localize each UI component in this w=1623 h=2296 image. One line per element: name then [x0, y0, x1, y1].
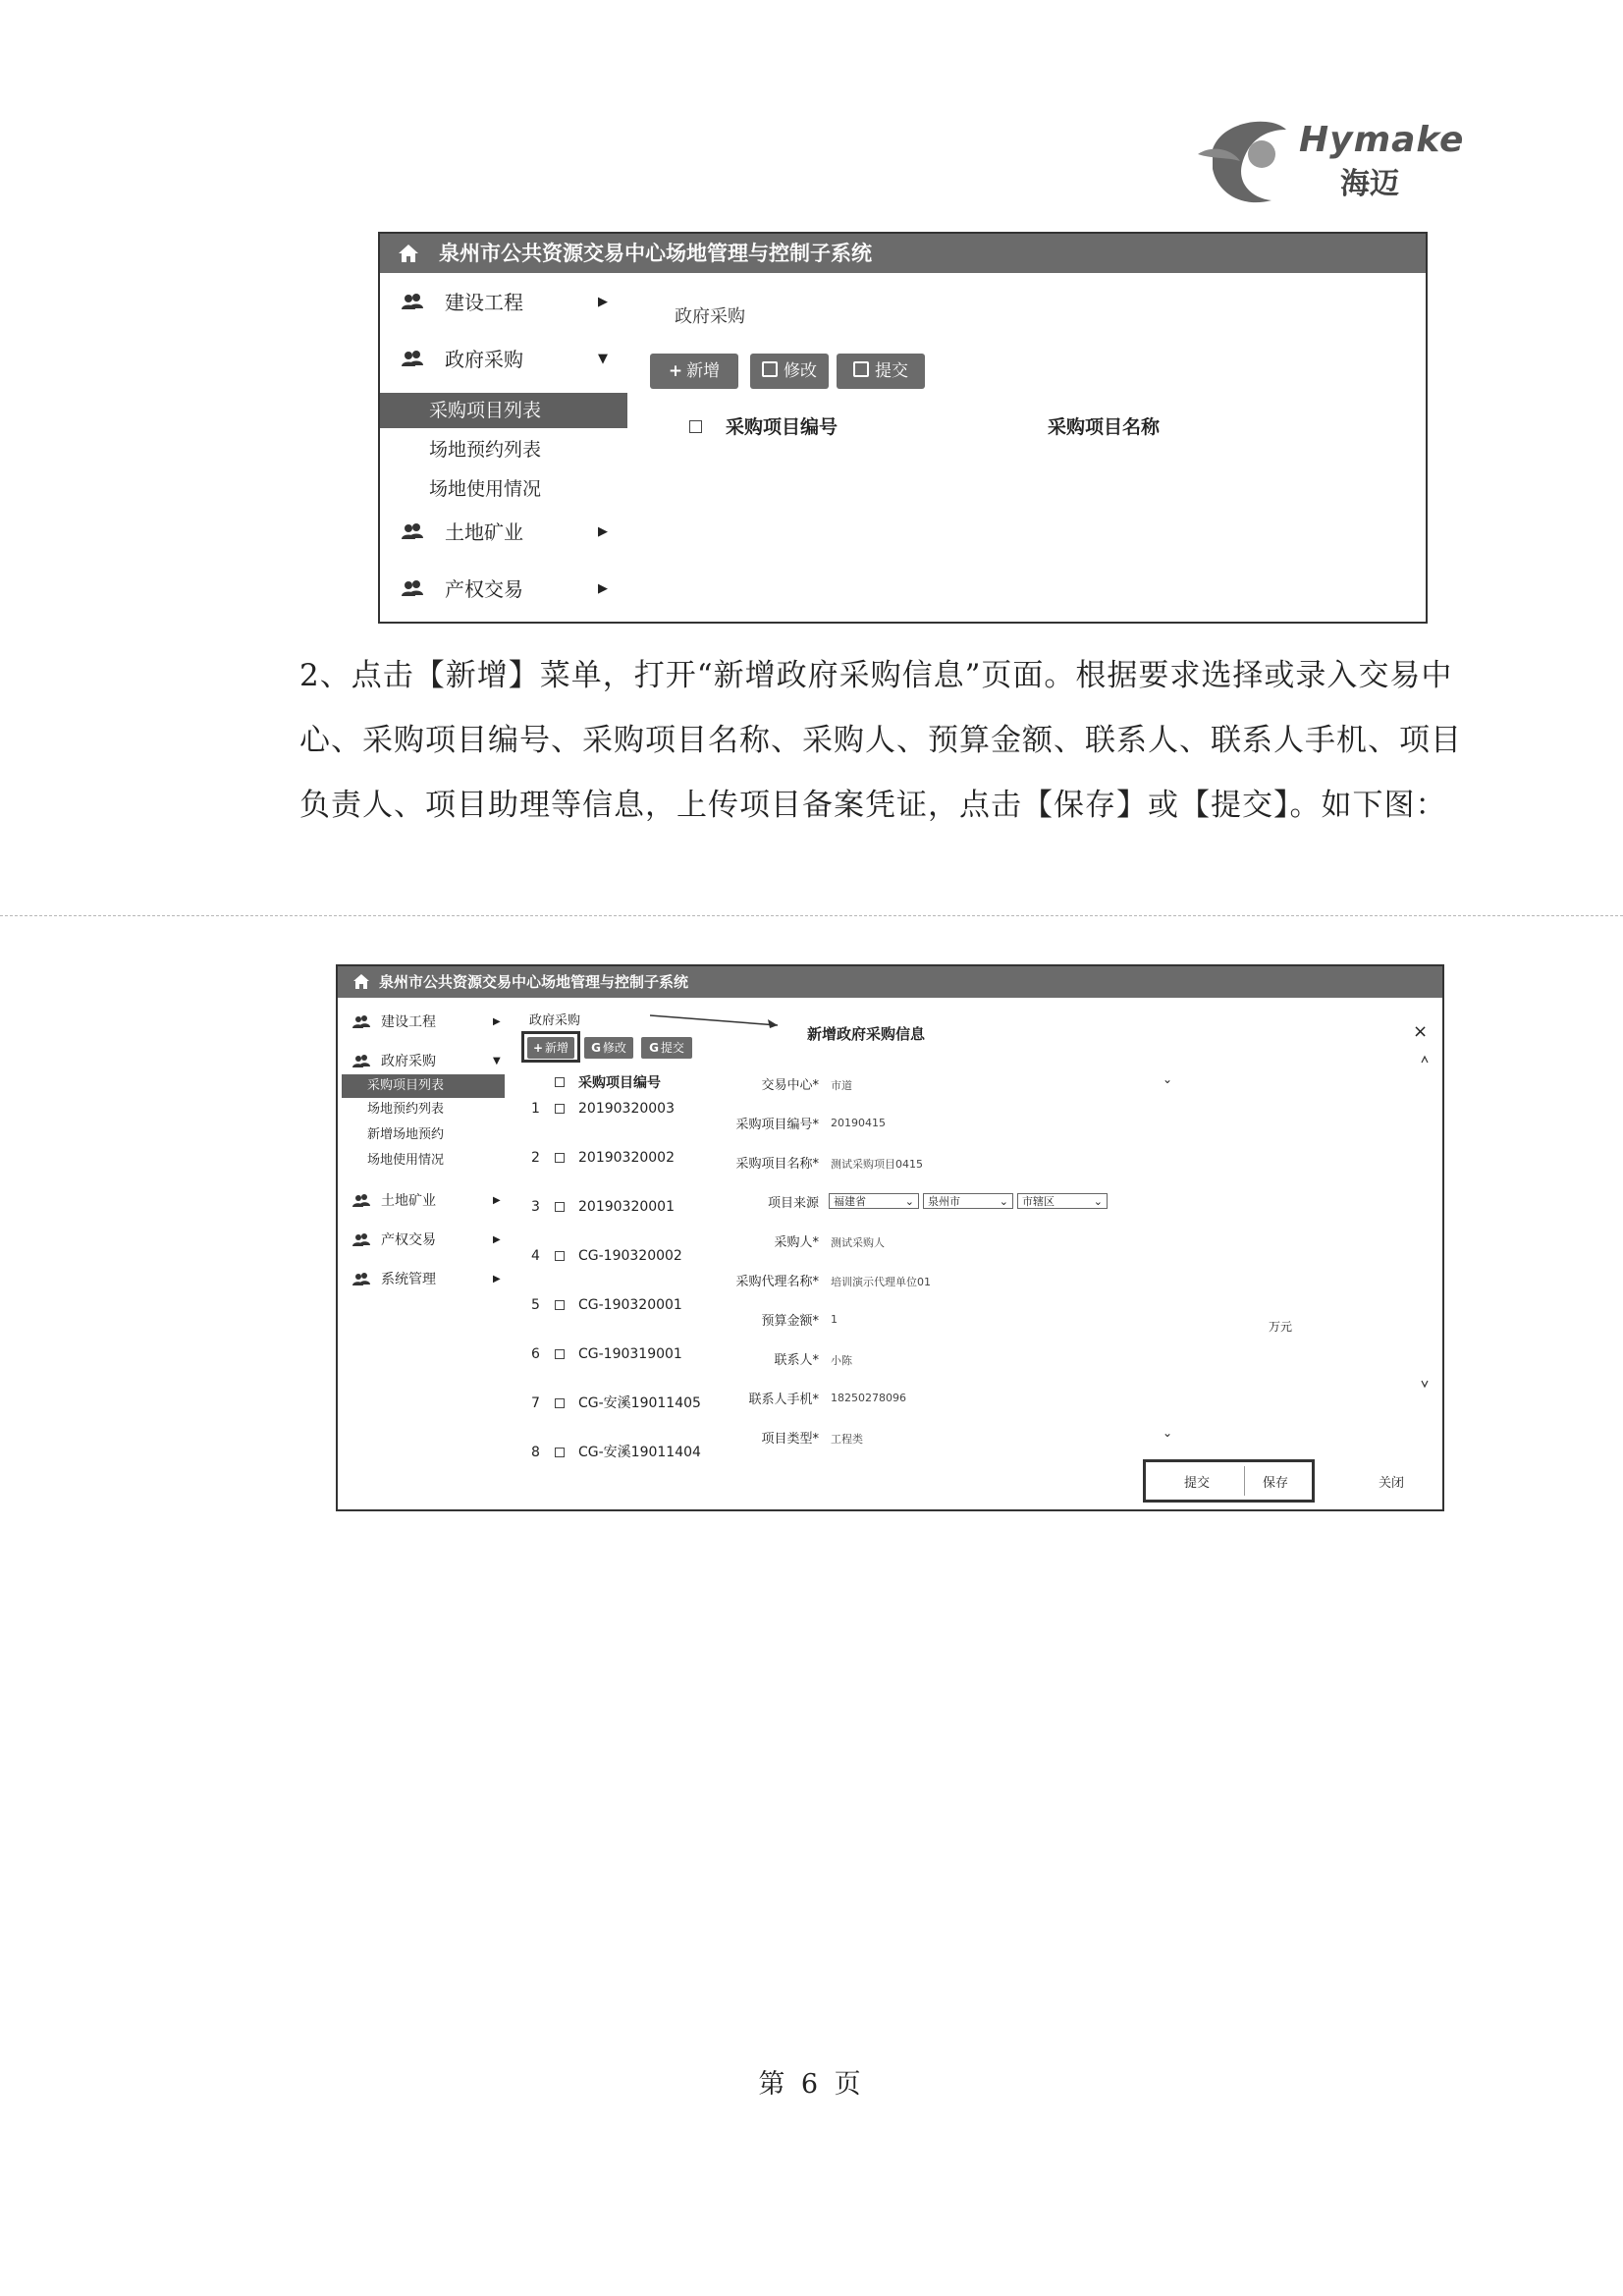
city-value: 泉州市 [928, 1195, 960, 1208]
row-number: 1 [531, 1101, 540, 1117]
city-select[interactable] [923, 1193, 1013, 1209]
screenshot-procurement-list [378, 232, 1428, 624]
modal-submit-button[interactable]: 提交 [1184, 1476, 1211, 1491]
chevron-down-icon: ▼ [493, 1056, 501, 1066]
chevron-down-icon: ⌄ [904, 1195, 914, 1208]
row-number: 3 [531, 1199, 540, 1215]
project-code-input[interactable]: 20190415 [831, 1117, 886, 1129]
row-code: CG-190320001 [578, 1297, 682, 1313]
app-titlebar [338, 966, 1442, 998]
label-project-type: 项目类型* [761, 1432, 819, 1447]
page-number: 第 6 页 [758, 2069, 865, 2100]
district-select[interactable] [1017, 1193, 1108, 1209]
column-header: 采购项目编号 [578, 1075, 661, 1091]
district-value: 市辖区 [1022, 1195, 1055, 1208]
row-checkbox[interactable] [555, 1202, 565, 1212]
sidebar-subitem-project-list[interactable] [380, 393, 627, 428]
trading-center-select[interactable]: 市道 [831, 1079, 852, 1092]
row-number: 4 [531, 1248, 540, 1264]
plus-icon: + [668, 361, 683, 381]
sidebar-item-construction[interactable] [380, 283, 635, 322]
chevron-down-icon: ▼ [598, 352, 608, 366]
label-contact: 联系人* [774, 1353, 819, 1368]
label-agency: 采购代理名称* [735, 1275, 819, 1289]
submit-button[interactable] [641, 1037, 692, 1059]
page-divider [0, 915, 1623, 916]
add-button-label: 新增 [686, 361, 721, 381]
sidebar-subitem-label: 场地预约列表 [429, 439, 542, 461]
chevron-right-icon: ▶ [493, 1234, 501, 1245]
submit-button[interactable] [837, 354, 925, 389]
sidebar-item-land-mining[interactable] [380, 513, 635, 552]
label-budget: 预算金额* [761, 1314, 819, 1329]
agency-input[interactable]: 培训演示代理单位01 [831, 1276, 931, 1288]
sidebar-subitem-venue-usage[interactable] [338, 1149, 510, 1173]
row-code: CG-安溪19011405 [578, 1395, 701, 1411]
app-title: 泉州市公共资源交易中心场地管理与控制子系统 [379, 973, 689, 991]
instruction-paragraph: 2、点击【新增】菜单，打开“新增政府采购信息”页面。根据要求选择或录入交易中心、采购项目编号、采购项目名称、采购人、预算金额、联系人、联系人手机、项目负责人、项目助理等信息，上传项目备案凭证，点击【保存】或【提交】。如下图： [299, 658, 1462, 823]
sidebar-item-label: 建设工程 [381, 1014, 436, 1030]
row-code: CG-190319001 [578, 1346, 682, 1362]
leaf-logo-icon [1193, 110, 1301, 208]
sidebar-subitem-label: 新增场地预约 [367, 1127, 445, 1142]
sidebar-subitem-label: 场地使用情况 [367, 1153, 445, 1168]
budget-unit: 万元 [1269, 1320, 1293, 1334]
province-select[interactable] [829, 1193, 919, 1209]
purchaser-input[interactable]: 测试采购人 [831, 1236, 885, 1249]
sidebar-subitem-label: 场地预约列表 [367, 1102, 445, 1117]
row-checkbox[interactable] [555, 1104, 565, 1114]
sidebar-item-label: 土地矿业 [445, 520, 523, 544]
logo-text-zh: 海迈 [1340, 167, 1399, 201]
chevron-right-icon: ▶ [493, 1195, 501, 1206]
row-number: 7 [531, 1395, 540, 1411]
users-icon [400, 570, 425, 609]
users-icon [352, 1228, 371, 1253]
pointer-arrow [650, 1011, 787, 1031]
sidebar-item-property-trading[interactable] [380, 570, 635, 609]
modal-title: 新增政府采购信息 [807, 1025, 926, 1043]
label-trading-center: 交易中心* [761, 1078, 819, 1093]
select-all-checkbox[interactable] [689, 420, 702, 433]
users-icon [352, 1010, 371, 1035]
users-icon [400, 283, 425, 322]
label-project-source: 项目来源 [767, 1196, 819, 1211]
hymake-logo [1193, 110, 1465, 208]
chevron-down-icon[interactable]: ⌄ [1163, 1426, 1173, 1440]
breadcrumb: 政府采购 [675, 306, 745, 327]
sidebar-item-property-trading[interactable] [338, 1228, 510, 1253]
chevron-down-icon: ⌄ [1093, 1195, 1103, 1208]
row-number: 2 [531, 1150, 540, 1166]
row-code: CG-安溪19011404 [578, 1445, 701, 1460]
sidebar-item-label: 政府采购 [445, 348, 523, 371]
home-icon[interactable] [396, 234, 421, 273]
sidebar-item-label: 政府采购 [381, 1054, 436, 1069]
edit-icon [853, 361, 869, 377]
row-code: 20190320003 [578, 1101, 675, 1117]
sidebar-item-label: 系统管理 [381, 1272, 436, 1287]
row-checkbox[interactable] [555, 1300, 565, 1310]
sidebar-subitem-label: 采购项目列表 [429, 400, 542, 421]
app-titlebar [380, 234, 1426, 273]
label-phone: 联系人手机* [748, 1393, 819, 1407]
province-value: 福建省 [834, 1195, 866, 1208]
table-header-project-name: 采购项目名称 [1048, 416, 1161, 438]
submit-button-label: 提交 [875, 361, 908, 381]
users-icon [352, 1049, 371, 1074]
row-checkbox[interactable] [555, 1398, 565, 1408]
project-type-select[interactable]: 工程类 [831, 1433, 863, 1446]
add-button[interactable] [527, 1037, 574, 1059]
chevron-down-icon: ⌄ [999, 1195, 1008, 1208]
screenshot-new-procurement [336, 964, 1444, 1511]
sidebar-subitem-venue-booking-list[interactable] [380, 432, 627, 467]
column-header: 采购项目编号 [726, 416, 839, 438]
close-icon[interactable]: × [1413, 1021, 1429, 1042]
sidebar-item-label: 产权交易 [445, 577, 523, 601]
row-checkbox[interactable] [555, 1251, 565, 1261]
row-checkbox[interactable] [555, 1448, 565, 1457]
home-icon[interactable] [352, 966, 371, 998]
sidebar-item-gov-procurement[interactable] [338, 1049, 510, 1074]
row-number: 8 [531, 1445, 540, 1460]
label-project-code: 采购项目编号* [735, 1118, 819, 1132]
table-header-project-code [689, 412, 838, 439]
edit-button[interactable] [750, 354, 829, 389]
contact-input[interactable]: 小陈 [831, 1354, 852, 1367]
chevron-right-icon: ▶ [598, 295, 608, 309]
row-checkbox[interactable] [555, 1349, 565, 1359]
users-icon [352, 1188, 371, 1214]
sidebar-item-label: 产权交易 [381, 1232, 436, 1248]
users-icon [352, 1267, 371, 1292]
add-button-label: 新增 [545, 1041, 569, 1055]
row-number: 6 [531, 1346, 540, 1362]
sidebar-item-label: 建设工程 [445, 291, 523, 314]
row-code: CG-190320002 [578, 1248, 682, 1264]
highlight-box-actions [1143, 1459, 1315, 1503]
modal-close-button[interactable]: 关闭 [1379, 1476, 1405, 1491]
edit-button-label: 修改 [784, 361, 817, 381]
sidebar [380, 273, 635, 622]
sidebar-item-gov-procurement[interactable] [380, 340, 635, 379]
row-number: 5 [531, 1297, 540, 1313]
add-button[interactable] [650, 354, 738, 389]
edit-icon: G [591, 1041, 601, 1055]
users-icon [400, 340, 425, 379]
main-content [635, 273, 1424, 622]
chevron-down-icon[interactable]: ⌄ [1163, 1072, 1173, 1086]
sidebar-subitem-new-venue-booking[interactable] [338, 1123, 510, 1147]
row-code: 20190320002 [578, 1150, 675, 1166]
sidebar-item-system-management[interactable] [338, 1267, 510, 1292]
edit-button-label: 修改 [602, 1041, 626, 1055]
scrollbar[interactable] [1421, 1055, 1429, 1389]
select-all-checkbox[interactable] [555, 1077, 565, 1087]
edit-button[interactable] [584, 1037, 633, 1059]
modal-save-button[interactable]: 保存 [1263, 1476, 1289, 1491]
breadcrumb: 政府采购 [529, 1013, 581, 1028]
app-title: 泉州市公共资源交易中心场地管理与控制子系统 [439, 242, 872, 265]
label-project-name: 采购项目名称* [735, 1157, 819, 1172]
sidebar-subitem-venue-usage[interactable] [380, 471, 627, 507]
chevron-right-icon: ▶ [598, 581, 608, 596]
chevron-right-icon: ▶ [493, 1274, 501, 1285]
sidebar-item-construction[interactable] [338, 1010, 510, 1035]
sidebar-subitem-project-list[interactable] [338, 1074, 510, 1098]
edit-icon [762, 361, 778, 377]
label-purchaser: 采购人* [774, 1235, 819, 1250]
budget-input[interactable]: 1 [831, 1313, 838, 1326]
button-separator [1244, 1466, 1245, 1496]
logo-text-en: Hymake [1299, 120, 1465, 160]
project-name-input[interactable]: 测试采购项目0415 [831, 1158, 923, 1171]
submit-button-label: 提交 [660, 1041, 684, 1055]
plus-icon: + [532, 1041, 544, 1055]
users-icon [400, 513, 425, 552]
edit-icon: G [649, 1041, 659, 1055]
sidebar-subitem-label: 场地使用情况 [429, 478, 542, 500]
sidebar-item-land-mining[interactable] [338, 1188, 510, 1214]
chevron-right-icon: ▶ [493, 1016, 501, 1027]
sidebar-subitem-label: 采购项目列表 [342, 1074, 505, 1098]
sidebar-item-label: 土地矿业 [381, 1193, 436, 1209]
row-checkbox[interactable] [555, 1153, 565, 1163]
row-code: 20190320001 [578, 1199, 675, 1215]
chevron-right-icon: ▶ [598, 524, 608, 539]
sidebar-subitem-venue-booking-list[interactable] [338, 1098, 510, 1121]
phone-input[interactable]: 18250278096 [831, 1392, 906, 1404]
